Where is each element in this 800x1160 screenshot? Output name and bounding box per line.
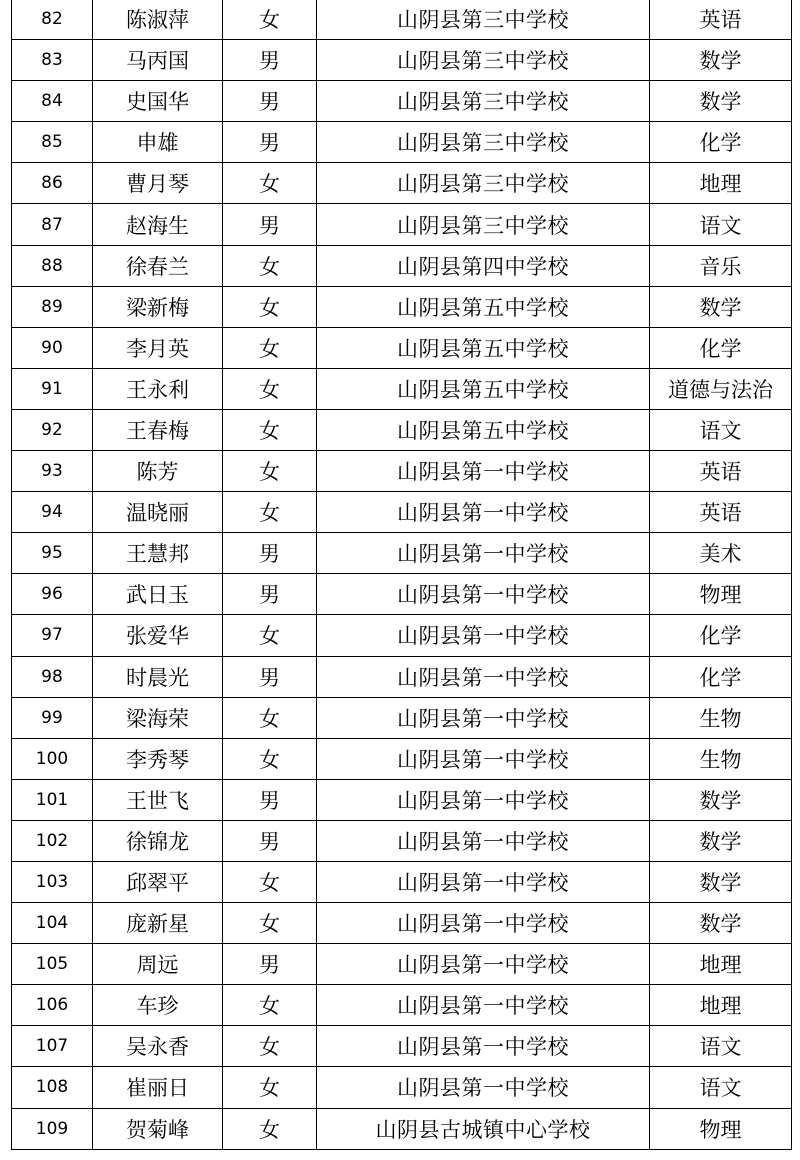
- gender-cell: 男: [223, 122, 317, 163]
- table-row: [12, 451, 792, 492]
- subject-cell: 音乐: [650, 245, 792, 286]
- school-name-cell: 山阴县第三中学校: [317, 0, 650, 40]
- row-number-cell: 104: [12, 903, 93, 944]
- table-row: [12, 163, 792, 204]
- gender-cell: 女: [223, 697, 317, 738]
- school-name-cell: 山阴县第五中学校: [317, 286, 650, 327]
- subject-cell: 物理: [650, 1108, 792, 1149]
- teacher-name-cell: 王永利: [93, 368, 223, 409]
- gender-cell: 女: [223, 286, 317, 327]
- school-name-cell: 山阴县第一中学校: [317, 615, 650, 656]
- subject-cell: 数学: [650, 820, 792, 861]
- teacher-name-cell: 崔丽日: [93, 1067, 223, 1108]
- gender-cell: 女: [223, 0, 317, 40]
- row-number-cell: 82: [12, 0, 93, 40]
- subject-cell: 数学: [650, 81, 792, 122]
- teacher-name-cell: 陈淑萍: [93, 0, 223, 40]
- teacher-name-cell: 马丙国: [93, 40, 223, 81]
- table-row: [12, 985, 792, 1026]
- table-row: [12, 656, 792, 697]
- subject-cell: 数学: [650, 779, 792, 820]
- gender-cell: 男: [223, 820, 317, 861]
- teacher-name-cell: 曹月琴: [93, 163, 223, 204]
- teacher-name-cell: 李秀琴: [93, 738, 223, 779]
- subject-cell: 数学: [650, 286, 792, 327]
- row-number-cell: 85: [12, 122, 93, 163]
- school-name-cell: 山阴县第一中学校: [317, 1026, 650, 1067]
- row-number-cell: 96: [12, 574, 93, 615]
- school-name-cell: 山阴县古城镇中心学校: [317, 1108, 650, 1149]
- gender-cell: 男: [223, 574, 317, 615]
- subject-cell: 生物: [650, 738, 792, 779]
- teacher-name-cell: 徐春兰: [93, 245, 223, 286]
- school-name-cell: 山阴县第三中学校: [317, 163, 650, 204]
- gender-cell: 男: [223, 533, 317, 574]
- table-row: [12, 1108, 792, 1149]
- school-name-cell: 山阴县第一中学校: [317, 903, 650, 944]
- school-name-cell: 山阴县第三中学校: [317, 122, 650, 163]
- row-number-cell: 83: [12, 40, 93, 81]
- row-number-cell: 92: [12, 409, 93, 450]
- gender-cell: 女: [223, 368, 317, 409]
- school-name-cell: 山阴县第三中学校: [317, 81, 650, 122]
- row-number-cell: 107: [12, 1026, 93, 1067]
- row-number-cell: 89: [12, 286, 93, 327]
- gender-cell: 女: [223, 245, 317, 286]
- gender-cell: 女: [223, 1067, 317, 1108]
- subject-cell: 语文: [650, 1026, 792, 1067]
- teacher-name-cell: 陈芳: [93, 451, 223, 492]
- teacher-name-cell: 李月英: [93, 327, 223, 368]
- table-row: [12, 779, 792, 820]
- table-row: [12, 245, 792, 286]
- table-row: [12, 1026, 792, 1067]
- school-name-cell: 山阴县第三中学校: [317, 204, 650, 245]
- teacher-name-cell: 申雄: [93, 122, 223, 163]
- gender-cell: 女: [223, 163, 317, 204]
- table-row: [12, 738, 792, 779]
- school-name-cell: 山阴县第一中学校: [317, 985, 650, 1026]
- table-row: [12, 286, 792, 327]
- subject-cell: 化学: [650, 656, 792, 697]
- table-row: [12, 368, 792, 409]
- gender-cell: 女: [223, 985, 317, 1026]
- row-number-cell: 102: [12, 820, 93, 861]
- gender-cell: 女: [223, 615, 317, 656]
- subject-cell: 地理: [650, 944, 792, 985]
- row-number-cell: 100: [12, 738, 93, 779]
- table-row: [12, 533, 792, 574]
- row-number-cell: 97: [12, 615, 93, 656]
- gender-cell: 女: [223, 1026, 317, 1067]
- teacher-name-cell: 梁海荣: [93, 697, 223, 738]
- teacher-name-cell: 周远: [93, 944, 223, 985]
- subject-cell: 数学: [650, 40, 792, 81]
- subject-cell: 英语: [650, 0, 792, 40]
- school-name-cell: 山阴县第一中学校: [317, 492, 650, 533]
- subject-cell: 道德与法治: [650, 368, 792, 409]
- teacher-name-cell: 邱翠平: [93, 861, 223, 902]
- subject-cell: 英语: [650, 451, 792, 492]
- subject-cell: 数学: [650, 903, 792, 944]
- table-row: [12, 81, 792, 122]
- school-name-cell: 山阴县第一中学校: [317, 533, 650, 574]
- table-row: [12, 327, 792, 368]
- school-name-cell: 山阴县第一中学校: [317, 656, 650, 697]
- school-name-cell: 山阴县第一中学校: [317, 451, 650, 492]
- teacher-name-cell: 庞新星: [93, 903, 223, 944]
- teacher-name-cell: 赵海生: [93, 204, 223, 245]
- school-name-cell: 山阴县第五中学校: [317, 368, 650, 409]
- subject-cell: 地理: [650, 985, 792, 1026]
- school-name-cell: 山阴县第一中学校: [317, 697, 650, 738]
- row-number-cell: 105: [12, 944, 93, 985]
- school-name-cell: 山阴县第三中学校: [317, 40, 650, 81]
- teacher-name-cell: 张爱华: [93, 615, 223, 656]
- teacher-name-cell: 吴永香: [93, 1026, 223, 1067]
- school-name-cell: 山阴县第四中学校: [317, 245, 650, 286]
- row-number-cell: 84: [12, 81, 93, 122]
- table-row: [12, 204, 792, 245]
- subject-cell: 地理: [650, 163, 792, 204]
- subject-cell: 化学: [650, 122, 792, 163]
- school-name-cell: 山阴县第五中学校: [317, 409, 650, 450]
- row-number-cell: 99: [12, 697, 93, 738]
- teacher-name-cell: 梁新梅: [93, 286, 223, 327]
- teacher-name-cell: 贺菊峰: [93, 1108, 223, 1149]
- table-row: [12, 1067, 792, 1108]
- gender-cell: 女: [223, 327, 317, 368]
- teacher-name-cell: 武日玉: [93, 574, 223, 615]
- gender-cell: 女: [223, 1108, 317, 1149]
- school-name-cell: 山阴县第一中学校: [317, 779, 650, 820]
- gender-cell: 女: [223, 738, 317, 779]
- school-name-cell: 山阴县第一中学校: [317, 1067, 650, 1108]
- school-name-cell: 山阴县第一中学校: [317, 820, 650, 861]
- gender-cell: 女: [223, 903, 317, 944]
- teacher-name-cell: 王慧邦: [93, 533, 223, 574]
- roster-table-body: [12, 0, 792, 1149]
- table-row: [12, 40, 792, 81]
- table-row: [12, 409, 792, 450]
- row-number-cell: 98: [12, 656, 93, 697]
- row-number-cell: 108: [12, 1067, 93, 1108]
- school-name-cell: 山阴县第一中学校: [317, 738, 650, 779]
- subject-cell: 化学: [650, 327, 792, 368]
- gender-cell: 女: [223, 451, 317, 492]
- gender-cell: 男: [223, 656, 317, 697]
- row-number-cell: 88: [12, 245, 93, 286]
- table-row: [12, 492, 792, 533]
- teacher-name-cell: 徐锦龙: [93, 820, 223, 861]
- row-number-cell: 87: [12, 204, 93, 245]
- table-row: [12, 820, 792, 861]
- subject-cell: 美术: [650, 533, 792, 574]
- row-number-cell: 101: [12, 779, 93, 820]
- gender-cell: 女: [223, 409, 317, 450]
- row-number-cell: 91: [12, 368, 93, 409]
- subject-cell: 生物: [650, 697, 792, 738]
- row-number-cell: 109: [12, 1108, 93, 1149]
- subject-cell: 语文: [650, 409, 792, 450]
- table-row: [12, 861, 792, 902]
- row-number-cell: 103: [12, 861, 93, 902]
- teacher-name-cell: 王世飞: [93, 779, 223, 820]
- table-row: [12, 615, 792, 656]
- table-row: [12, 944, 792, 985]
- school-name-cell: 山阴县第一中学校: [317, 861, 650, 902]
- subject-cell: 物理: [650, 574, 792, 615]
- subject-cell: 数学: [650, 861, 792, 902]
- teacher-name-cell: 温晓丽: [93, 492, 223, 533]
- teacher-name-cell: 时晨光: [93, 656, 223, 697]
- school-name-cell: 山阴县第五中学校: [317, 327, 650, 368]
- school-name-cell: 山阴县第一中学校: [317, 944, 650, 985]
- table-row: [12, 903, 792, 944]
- table-row: [12, 574, 792, 615]
- subject-cell: 化学: [650, 615, 792, 656]
- row-number-cell: 94: [12, 492, 93, 533]
- table-row: [12, 0, 792, 40]
- table-row: [12, 697, 792, 738]
- gender-cell: 女: [223, 861, 317, 902]
- gender-cell: 男: [223, 81, 317, 122]
- row-number-cell: 86: [12, 163, 93, 204]
- subject-cell: 语文: [650, 1067, 792, 1108]
- row-number-cell: 95: [12, 533, 93, 574]
- table-row: [12, 122, 792, 163]
- row-number-cell: 90: [12, 327, 93, 368]
- subject-cell: 英语: [650, 492, 792, 533]
- gender-cell: 男: [223, 944, 317, 985]
- teacher-name-cell: 史国华: [93, 81, 223, 122]
- row-number-cell: 93: [12, 451, 93, 492]
- subject-cell: 语文: [650, 204, 792, 245]
- gender-cell: 女: [223, 492, 317, 533]
- row-number-cell: 106: [12, 985, 93, 1026]
- teacher-name-cell: 车珍: [93, 985, 223, 1026]
- teacher-roster-table: [11, 0, 792, 1150]
- gender-cell: 男: [223, 204, 317, 245]
- gender-cell: 男: [223, 40, 317, 81]
- school-name-cell: 山阴县第一中学校: [317, 574, 650, 615]
- gender-cell: 男: [223, 779, 317, 820]
- teacher-name-cell: 王春梅: [93, 409, 223, 450]
